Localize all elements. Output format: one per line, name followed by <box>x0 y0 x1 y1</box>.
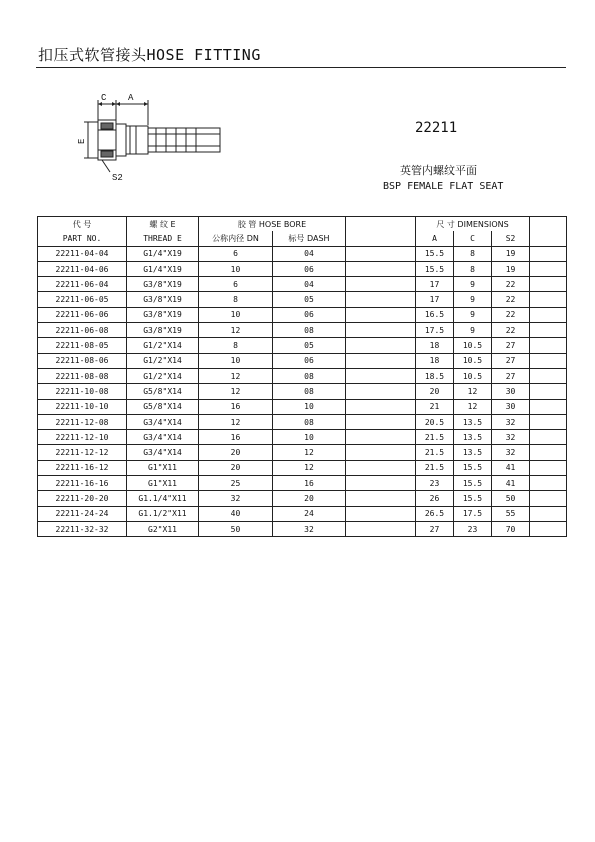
part-no-cell: 22211-10-08 <box>38 384 127 399</box>
dash-cell: 32 <box>273 521 346 536</box>
dn-cell: 16 <box>199 399 273 414</box>
table-row <box>38 399 567 414</box>
col-bore-header: 胶 管 HOSE BORE <box>199 217 346 232</box>
spacer-cell <box>346 261 416 276</box>
dim-c-cell: 13.5 <box>454 430 492 445</box>
spacer-cell <box>346 368 416 383</box>
spacer-cell <box>530 476 567 491</box>
spacer-cell <box>530 338 567 353</box>
spacer-cell <box>346 231 416 246</box>
dim-s2-cell: 32 <box>492 414 530 429</box>
dn-cell: 50 <box>199 521 273 536</box>
dash-cell: 24 <box>273 506 346 521</box>
dim-c-cell: 13.5 <box>454 445 492 460</box>
spacer-cell <box>346 277 416 292</box>
dash-cell: 06 <box>273 353 346 368</box>
dim-c-cell: 13.5 <box>454 414 492 429</box>
dim-a-cell: 26.5 <box>416 506 454 521</box>
part-no-cell: 22211-16-12 <box>38 460 127 475</box>
dim-s2-cell: 19 <box>492 261 530 276</box>
col-thread-header: 螺 纹 E <box>127 217 199 232</box>
dn-cell: 12 <box>199 414 273 429</box>
spacer-cell <box>530 277 567 292</box>
spacer-cell <box>530 307 567 322</box>
dim-s2-cell: 30 <box>492 384 530 399</box>
part-no-cell: 22211-20-20 <box>38 491 127 506</box>
table-row <box>38 292 567 307</box>
table-subheader-row <box>38 231 567 246</box>
spacer-cell <box>530 368 567 383</box>
thread-cell: G1/4"X19 <box>127 246 199 261</box>
spacer-cell <box>530 217 567 232</box>
dim-c-cell: 15.5 <box>454 476 492 491</box>
dim-s2-cell: 50 <box>492 491 530 506</box>
table-row <box>38 368 567 383</box>
dim-a-cell: 27 <box>416 521 454 536</box>
spacer-cell <box>346 384 416 399</box>
spacer-cell <box>346 506 416 521</box>
dim-a-cell: 20 <box>416 384 454 399</box>
dim-c-cell: 23 <box>454 521 492 536</box>
dn-cell: 32 <box>199 491 273 506</box>
spacer-cell <box>530 246 567 261</box>
dn-cell: 20 <box>199 445 273 460</box>
table-row <box>38 445 567 460</box>
specs-table <box>37 216 567 537</box>
dim-s2-cell: 32 <box>492 430 530 445</box>
dim-s2-cell: 55 <box>492 506 530 521</box>
spacer-cell <box>530 231 567 246</box>
dim-c-cell: 9 <box>454 323 492 338</box>
dim-s2-cell: 30 <box>492 399 530 414</box>
spacer-cell <box>530 261 567 276</box>
dn-cell: 12 <box>199 368 273 383</box>
thread-cell: G1.1/2"X11 <box>127 506 199 521</box>
dash-cell: 08 <box>273 414 346 429</box>
thread-cell: G1"X11 <box>127 460 199 475</box>
dim-a-cell: 20.5 <box>416 414 454 429</box>
dn-cell: 6 <box>199 246 273 261</box>
table-row <box>38 277 567 292</box>
thread-cell: G3/8"X19 <box>127 307 199 322</box>
dn-cell: 10 <box>199 261 273 276</box>
dim-s2-cell: 27 <box>492 353 530 368</box>
spacer-cell <box>530 506 567 521</box>
thread-cell: G3/4"X14 <box>127 445 199 460</box>
dim-e-label: E <box>77 138 87 144</box>
part-no-cell: 22211-06-08 <box>38 323 127 338</box>
part-no-cell: 22211-06-06 <box>38 307 127 322</box>
table-header-row <box>38 217 567 232</box>
dim-c-cell: 9 <box>454 292 492 307</box>
spacer-cell <box>530 292 567 307</box>
spacer-cell <box>346 338 416 353</box>
dim-s2-cell: 70 <box>492 521 530 536</box>
part-no-cell: 22211-12-10 <box>38 430 127 445</box>
dn-cell: 12 <box>199 384 273 399</box>
thread-cell: G3/4"X14 <box>127 414 199 429</box>
dim-s2-cell: 22 <box>492 277 530 292</box>
dash-cell: 10 <box>273 399 346 414</box>
dash-cell: 08 <box>273 323 346 338</box>
dn-cell: 10 <box>199 307 273 322</box>
dim-c-cell: 8 <box>454 246 492 261</box>
col-part-subheader: PART NO. <box>38 231 127 246</box>
thread-cell: G1/2"X14 <box>127 338 199 353</box>
dn-cell: 40 <box>199 506 273 521</box>
dash-cell: 08 <box>273 368 346 383</box>
table-row <box>38 246 567 261</box>
dn-cell: 20 <box>199 460 273 475</box>
table-row <box>38 338 567 353</box>
spacer-cell <box>346 460 416 475</box>
col-a-header: A <box>416 231 454 246</box>
spacer-cell <box>530 399 567 414</box>
col-dn-header: 公称内径 DN <box>199 231 273 246</box>
dim-c-cell: 9 <box>454 277 492 292</box>
part-no-cell: 22211-06-05 <box>38 292 127 307</box>
table-row <box>38 506 567 521</box>
dash-cell: 12 <box>273 445 346 460</box>
dim-c-cell: 15.5 <box>454 460 492 475</box>
part-no-cell: 22211-32-32 <box>38 521 127 536</box>
table-row <box>38 430 567 445</box>
spacer-cell <box>346 430 416 445</box>
dim-s2-cell: 27 <box>492 368 530 383</box>
thread-cell: G1/4"X19 <box>127 261 199 276</box>
dim-s2-cell: 22 <box>492 323 530 338</box>
spacer-cell <box>346 399 416 414</box>
thread-cell: G5/8"X14 <box>127 399 199 414</box>
dash-cell: 05 <box>273 292 346 307</box>
dn-cell: 12 <box>199 323 273 338</box>
thread-cell: G5/8"X14 <box>127 384 199 399</box>
part-no-cell: 22211-10-10 <box>38 399 127 414</box>
thread-cell: G2"X11 <box>127 521 199 536</box>
dn-cell: 6 <box>199 277 273 292</box>
spacer-cell <box>530 460 567 475</box>
dim-c-cell: 9 <box>454 307 492 322</box>
spacer-cell <box>346 414 416 429</box>
dim-c-cell: 15.5 <box>454 491 492 506</box>
dim-a-cell: 18 <box>416 338 454 353</box>
thread-cell: G3/4"X14 <box>127 430 199 445</box>
spacer-cell <box>346 246 416 261</box>
spacer-cell <box>346 491 416 506</box>
product-name-en: BSP FEMALE FLAT SEAT <box>383 181 504 192</box>
spacer-cell <box>346 307 416 322</box>
part-no-cell: 22211-12-08 <box>38 414 127 429</box>
dim-a-cell: 21.5 <box>416 445 454 460</box>
part-no-cell: 22211-08-06 <box>38 353 127 368</box>
part-no-cell: 22211-08-05 <box>38 338 127 353</box>
dim-a-cell: 15.5 <box>416 261 454 276</box>
page-title: 扣压式软管接头HOSE FITTING <box>38 46 261 64</box>
dim-a-cell: 18.5 <box>416 368 454 383</box>
product-name-cn: 英管内螺纹平面 <box>400 164 477 177</box>
part-no-cell: 22211-16-16 <box>38 476 127 491</box>
dim-s2-cell: 19 <box>492 246 530 261</box>
table-row <box>38 323 567 338</box>
table-row <box>38 491 567 506</box>
dim-a-cell: 21.5 <box>416 430 454 445</box>
dim-s2-cell: 22 <box>492 307 530 322</box>
table-row <box>38 414 567 429</box>
table-body <box>38 246 567 537</box>
dash-cell: 05 <box>273 338 346 353</box>
thread-cell: G1.1/4"X11 <box>127 491 199 506</box>
spacer-cell <box>346 217 416 232</box>
table-row <box>38 521 567 536</box>
dash-cell: 08 <box>273 384 346 399</box>
spacer-cell <box>346 521 416 536</box>
header-divider <box>36 67 566 68</box>
dim-s2-label: S2 <box>112 173 123 183</box>
thread-cell: G1/2"X14 <box>127 368 199 383</box>
dash-cell: 06 <box>273 307 346 322</box>
spacer-cell <box>346 353 416 368</box>
dim-c-cell: 10.5 <box>454 353 492 368</box>
dim-a-cell: 21.5 <box>416 460 454 475</box>
dim-a-cell: 26 <box>416 491 454 506</box>
col-c-header: C <box>454 231 492 246</box>
thread-cell: G1"X11 <box>127 476 199 491</box>
spacer-cell <box>530 521 567 536</box>
part-no-cell: 22211-08-08 <box>38 368 127 383</box>
thread-cell: G3/8"X19 <box>127 292 199 307</box>
dim-c-cell: 12 <box>454 399 492 414</box>
col-part-header: 代 号 <box>38 217 127 232</box>
dash-cell: 12 <box>273 460 346 475</box>
part-no-cell: 22211-12-12 <box>38 445 127 460</box>
spacer-cell <box>530 414 567 429</box>
part-no-cell: 22211-04-04 <box>38 246 127 261</box>
dim-a-cell: 21 <box>416 399 454 414</box>
product-code: 22211 <box>415 120 458 136</box>
spacer-cell <box>346 323 416 338</box>
table-row <box>38 261 567 276</box>
part-no-cell: 22211-04-06 <box>38 261 127 276</box>
dash-cell: 04 <box>273 277 346 292</box>
spacer-cell <box>530 445 567 460</box>
spacer-cell <box>530 323 567 338</box>
dn-cell: 16 <box>199 430 273 445</box>
col-thread-subheader: THREAD E <box>127 231 199 246</box>
dim-s2-cell: 27 <box>492 338 530 353</box>
dn-cell: 8 <box>199 292 273 307</box>
dash-cell: 10 <box>273 430 346 445</box>
dim-c-cell: 10.5 <box>454 368 492 383</box>
dn-cell: 25 <box>199 476 273 491</box>
col-dash-header: 标号 DASH <box>273 231 346 246</box>
thread-cell: G3/8"X19 <box>127 277 199 292</box>
col-s2-header: S2 <box>492 231 530 246</box>
dash-cell: 06 <box>273 261 346 276</box>
dim-a-cell: 17 <box>416 292 454 307</box>
table-row <box>38 307 567 322</box>
dim-a-cell: 23 <box>416 476 454 491</box>
dim-s2-cell: 32 <box>492 445 530 460</box>
dim-c-label: C <box>101 93 107 103</box>
col-dim-header: 尺 寸 DIMENSIONS <box>416 217 530 232</box>
dim-s2-cell: 22 <box>492 292 530 307</box>
fitting-drawing <box>70 90 230 190</box>
dash-cell: 04 <box>273 246 346 261</box>
spacer-cell <box>530 491 567 506</box>
part-no-cell: 22211-24-24 <box>38 506 127 521</box>
spacer-cell <box>346 292 416 307</box>
dim-a-label: A <box>128 93 134 103</box>
dim-c-cell: 10.5 <box>454 338 492 353</box>
dn-cell: 10 <box>199 353 273 368</box>
dn-cell: 8 <box>199 338 273 353</box>
dim-a-cell: 17.5 <box>416 323 454 338</box>
dim-a-cell: 16.5 <box>416 307 454 322</box>
dim-s2-cell: 41 <box>492 460 530 475</box>
part-no-cell: 22211-06-04 <box>38 277 127 292</box>
spacer-cell <box>530 353 567 368</box>
spacer-cell <box>346 445 416 460</box>
thread-cell: G3/8"X19 <box>127 323 199 338</box>
dash-cell: 16 <box>273 476 346 491</box>
dash-cell: 20 <box>273 491 346 506</box>
table-row <box>38 353 567 368</box>
dim-c-cell: 12 <box>454 384 492 399</box>
dim-a-cell: 18 <box>416 353 454 368</box>
dim-c-cell: 17.5 <box>454 506 492 521</box>
table-row <box>38 460 567 475</box>
table-row <box>38 476 567 491</box>
table-row <box>38 384 567 399</box>
dim-c-cell: 8 <box>454 261 492 276</box>
thread-cell: G1/2"X14 <box>127 353 199 368</box>
spacer-cell <box>530 384 567 399</box>
dim-s2-cell: 41 <box>492 476 530 491</box>
spacer-cell <box>346 476 416 491</box>
dim-a-cell: 17 <box>416 277 454 292</box>
dim-a-cell: 15.5 <box>416 246 454 261</box>
spacer-cell <box>530 430 567 445</box>
